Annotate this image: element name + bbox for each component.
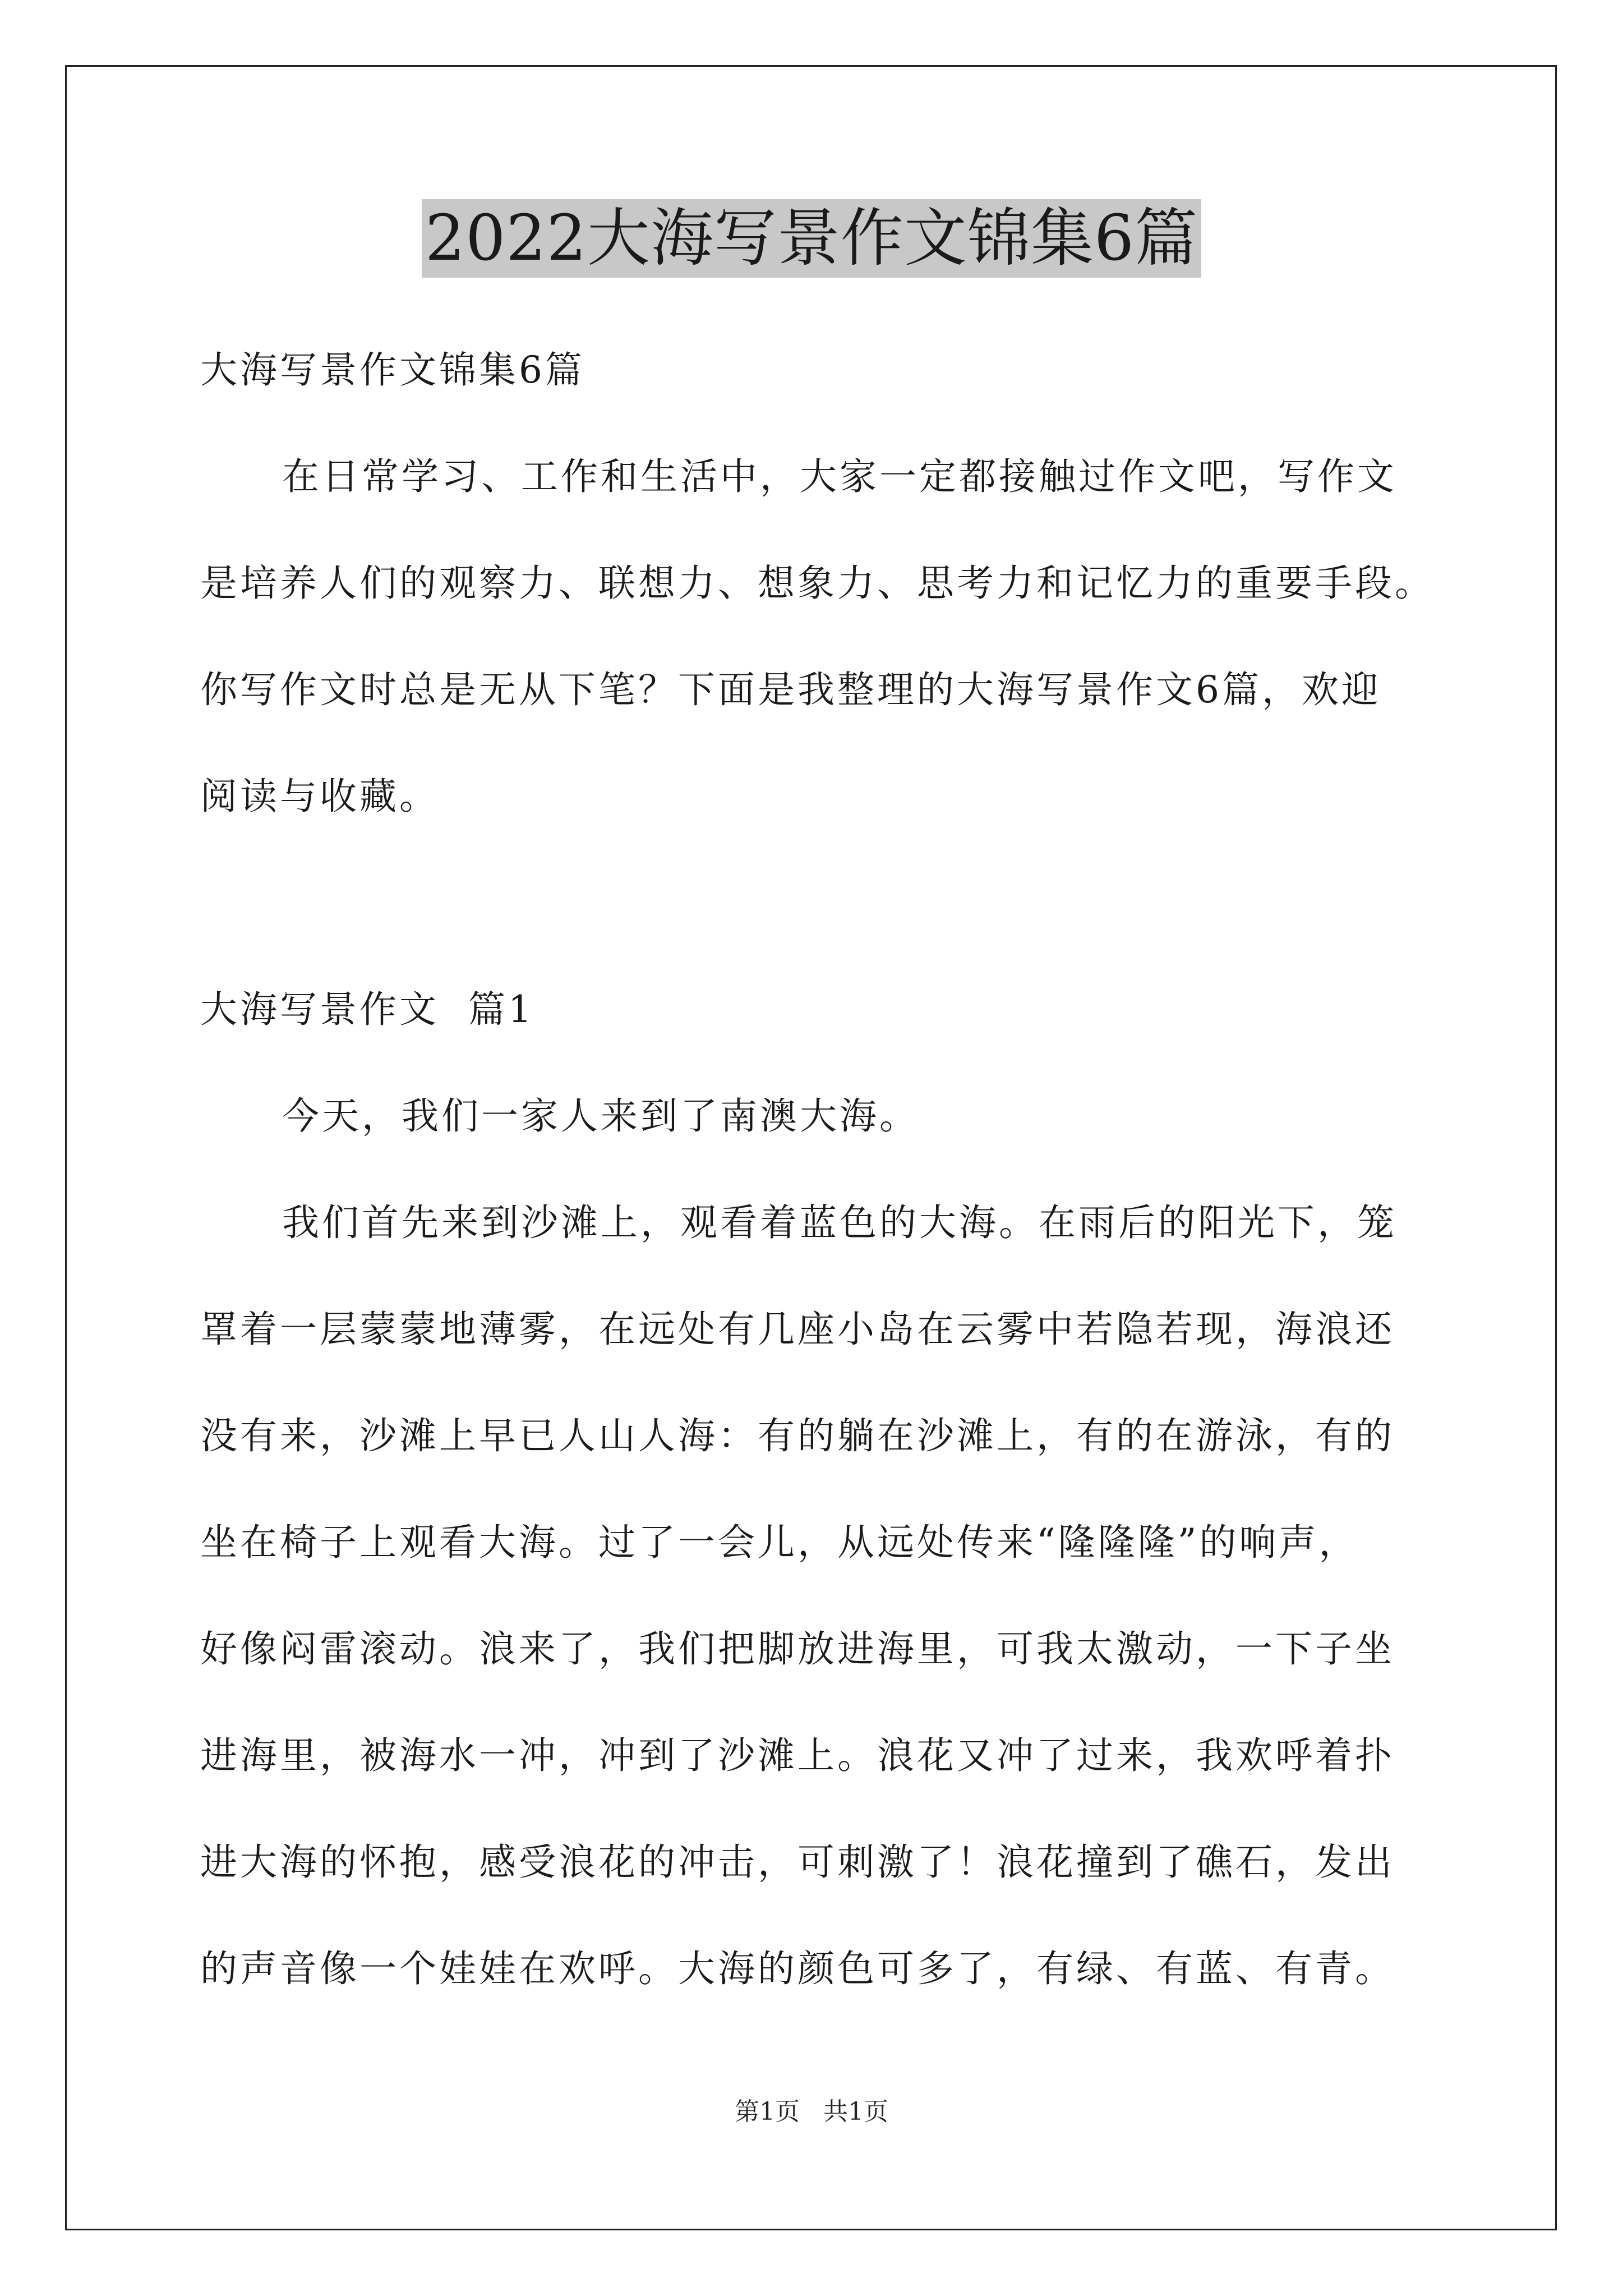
paragraph-line: 的声音像一个娃娃在欢呼。大海的颜色可多了，有绿、有蓝、有青。 — [200, 1947, 1395, 1990]
page-footer: 第1页 共1页 — [735, 2097, 888, 2126]
paragraph-line: 进海里，被海水一冲，冲到了沙滩上。浪花又冲了过来，我欢呼着扑 — [200, 1734, 1395, 1777]
paragraph-line: 罩着一层蒙蒙地薄雾，在远处有几座小岛在云雾中若隐若现，海浪还 — [200, 1308, 1395, 1351]
section-heading: 大海写景作文 篇1 — [200, 988, 534, 1031]
paragraph-line: 今天，我们一家人来到了南澳大海。 — [282, 1094, 919, 1138]
paragraph-line: 进大海的怀抱，感受浪花的冲击，可刺激了！浪花撞到了礁石，发出 — [200, 1841, 1395, 1884]
paragraph-line: 好像闷雷滚动。浪来了，我们把脚放进海里，可我太激动，一下子坐 — [200, 1627, 1395, 1671]
intro-line: 阅读与收藏。 — [200, 775, 439, 818]
subtitle: 大海写景作文锦集6篇 — [200, 348, 585, 392]
intro-line: 在日常学习、工作和生活中，大家一定都接触过作文吧，写作文 — [282, 455, 1397, 498]
paragraph-line: 没有来，沙滩上早已人山人海：有的躺在沙滩上，有的在游泳，有的 — [200, 1414, 1395, 1457]
paragraph-line: 我们首先来到沙滩上，观看着蓝色的大海。在雨后的阳光下，笼 — [282, 1201, 1397, 1244]
document-body — [200, 317, 1434, 2022]
intro-line: 是培养人们的观察力、联想力、想象力、思考力和记忆力的重要手段。 — [200, 562, 1435, 605]
intro-line: 你写作文时总是无从下笔？下面是我整理的大海写景作文6篇，欢迎 — [200, 668, 1381, 711]
title-container — [0, 199, 1623, 278]
paragraph-line: 坐在椅子上观看大海。过了一会儿，从远处传来“隆隆隆”的响声， — [200, 1521, 1359, 1564]
document-title: 2022大海写景作文锦集6篇 — [422, 199, 1201, 278]
blank-line — [200, 850, 1434, 956]
